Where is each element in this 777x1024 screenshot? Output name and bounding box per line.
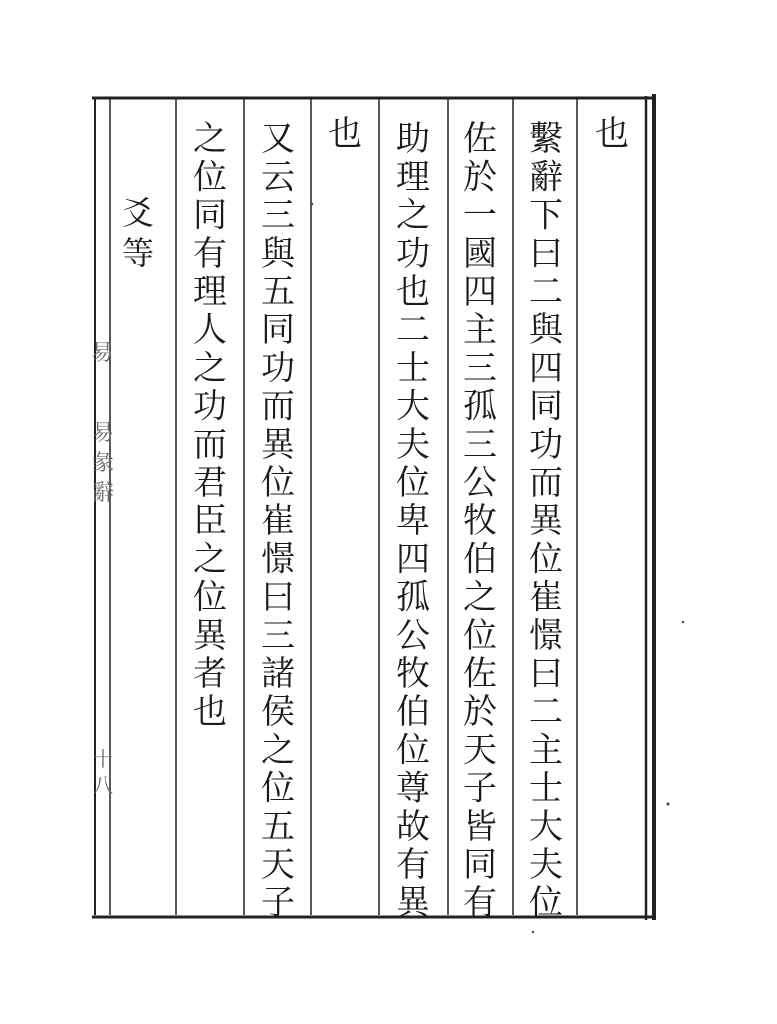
column-character: 同 <box>193 195 227 236</box>
column-character: 之 <box>261 730 295 771</box>
column-character: 大 <box>396 386 430 427</box>
text-columns <box>122 114 629 923</box>
margin-character: 易 <box>91 421 115 446</box>
column-character: 等 <box>121 234 155 272</box>
margin-character: 八 <box>93 773 113 797</box>
column-character: 曰 <box>529 233 563 274</box>
column-character: 異 <box>261 424 295 465</box>
column-character: 大 <box>529 806 563 847</box>
column-character: 君 <box>193 463 227 503</box>
column-character: 侯 <box>261 692 295 733</box>
column-character: 五 <box>261 806 295 847</box>
column-character: 三 <box>261 195 295 236</box>
column-character: 與 <box>529 310 563 351</box>
column-character: 三 <box>261 615 295 656</box>
column-character: 故 <box>396 806 430 847</box>
column-character: 士 <box>396 348 430 389</box>
column-character: 佐 <box>463 119 497 160</box>
column-character: 功 <box>396 233 430 274</box>
column-character: 天 <box>463 730 497 771</box>
column-character: 臣 <box>193 501 227 542</box>
column-character: 助 <box>396 119 430 160</box>
column-character: 位 <box>463 615 497 656</box>
column-character: 夫 <box>529 845 563 885</box>
column-character: 於 <box>463 157 497 198</box>
column-character: 二 <box>529 272 563 312</box>
column-character: 公 <box>463 463 497 503</box>
column-character: 佐 <box>463 654 497 694</box>
column-character: 牧 <box>463 501 497 542</box>
column-character: 曰 <box>529 654 563 694</box>
column-character: 四 <box>396 539 430 580</box>
column-character: 伯 <box>463 539 497 580</box>
column-character: 理 <box>396 157 430 198</box>
column-character: 而 <box>261 386 295 427</box>
column-character: 異 <box>193 615 227 656</box>
column-character: 崔 <box>261 501 295 542</box>
column-character: 而 <box>193 424 227 465</box>
column-character: 二 <box>529 692 563 733</box>
column-character: 有 <box>396 845 430 885</box>
column-character: 也 <box>595 114 629 154</box>
column-character: 功 <box>261 348 295 389</box>
margin-character: 十 <box>93 747 113 771</box>
column-character: 也 <box>396 272 430 312</box>
margin-character: 辭 <box>91 481 115 506</box>
column-character: 一 <box>463 195 497 236</box>
column-character: 也 <box>193 692 227 733</box>
column-character: 夫 <box>396 424 430 465</box>
text-column-1 <box>595 114 629 154</box>
text-column-7 <box>193 119 228 732</box>
column-character: 崔 <box>529 577 563 618</box>
column-character: 同 <box>261 310 295 351</box>
column-character: 天 <box>261 845 295 885</box>
column-character: 曰 <box>261 577 295 618</box>
column-character: 之 <box>193 348 227 389</box>
column-character: 之 <box>463 577 497 618</box>
column-character: 之 <box>396 195 430 236</box>
column-character: 同 <box>529 386 563 427</box>
column-character: 五 <box>261 272 295 312</box>
column-character: 位 <box>193 577 227 618</box>
column-character: 異 <box>396 883 430 924</box>
scan-specks <box>311 203 685 934</box>
column-character: 孤 <box>463 386 497 427</box>
column-character: 位 <box>193 157 227 198</box>
column-character: 有 <box>193 233 227 274</box>
column-character: 子 <box>463 768 497 809</box>
column-character: 四 <box>529 348 563 389</box>
column-character: 之 <box>193 119 227 160</box>
column-character: 子 <box>261 883 295 924</box>
column-character: 位 <box>529 883 563 924</box>
column-character: 三 <box>463 424 497 465</box>
column-character: 皆 <box>463 806 497 847</box>
column-character: 又 <box>261 119 295 160</box>
column-character: 繫 <box>529 119 563 160</box>
column-character: 位 <box>396 730 430 771</box>
column-character: 國 <box>463 233 497 274</box>
column-character: 理 <box>193 272 227 312</box>
text-column-2 <box>529 119 565 923</box>
column-character: 下 <box>529 195 563 236</box>
column-character: 而 <box>529 463 563 503</box>
column-character: 尊 <box>396 768 430 809</box>
column-character: 云 <box>261 157 295 198</box>
column-character: 者 <box>193 654 227 694</box>
column-character: 主 <box>529 730 563 771</box>
column-character: 功 <box>193 386 227 427</box>
text-column-8 <box>122 194 154 272</box>
column-character: 異 <box>529 501 563 542</box>
column-character: 辭 <box>529 157 563 198</box>
text-column-4 <box>396 119 431 923</box>
column-character: 憬 <box>529 615 563 656</box>
column-character: 憬 <box>261 539 295 580</box>
column-character: 人 <box>193 310 227 351</box>
margin-title-ghost: 易 <box>90 341 114 366</box>
column-character: 公 <box>396 615 430 656</box>
column-character: 位 <box>261 768 295 809</box>
column-character: 有 <box>463 883 497 924</box>
column-character: 孤 <box>396 577 430 618</box>
column-character: 功 <box>529 424 563 465</box>
column-character: 也 <box>328 114 362 154</box>
text-column-5 <box>328 114 362 154</box>
text-column-3 <box>463 119 497 923</box>
column-character: 二 <box>396 310 430 351</box>
column-dividers <box>176 98 577 915</box>
margin-character: 彖 <box>91 451 115 476</box>
column-character: 位 <box>529 539 563 580</box>
column-character: 三 <box>463 348 497 389</box>
column-character: 於 <box>463 692 497 733</box>
column-character: 牧 <box>396 654 430 694</box>
column-character: 卑 <box>396 501 430 542</box>
column-character: 爻 <box>121 194 155 232</box>
column-character: 伯 <box>396 692 430 733</box>
column-character: 位 <box>396 463 430 503</box>
column-character: 四 <box>463 272 497 312</box>
column-character: 士 <box>529 768 563 809</box>
text-column-6 <box>261 119 297 923</box>
column-character: 位 <box>261 463 295 503</box>
column-character: 諸 <box>261 654 295 694</box>
column-character: 之 <box>193 539 227 580</box>
margin-chapter-ghost <box>92 421 114 506</box>
column-character: 主 <box>463 310 497 351</box>
column-character: 與 <box>261 233 295 274</box>
column-character: 同 <box>463 845 497 885</box>
